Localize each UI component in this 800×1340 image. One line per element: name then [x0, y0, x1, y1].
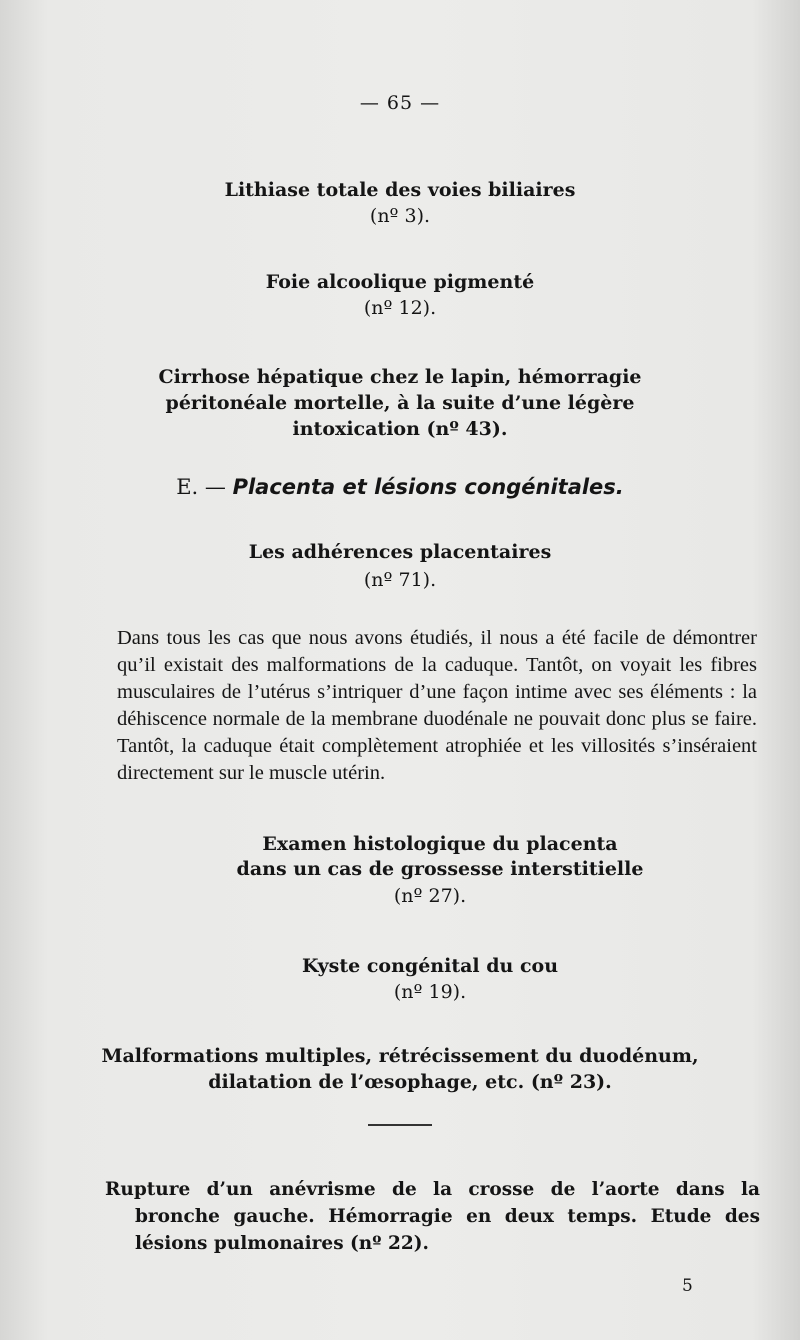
entry-ref-kyste: (nº 19).: [393, 981, 467, 1003]
entry-title-malformations-l1: Malformations multiples, rétrécissement du duodénum,: [101, 1045, 699, 1067]
section-title: Placenta et lésions congénitales.: [232, 475, 624, 499]
entry-rupture: Rupture d’un anévrisme de la crosse de l’aorte dans la bronche gauche. Hémorragie en deux temps. Etude des lésions pulmonaires (nº 22).: [105, 1179, 760, 1254]
entry-title-examen-l2: dans un cas de grossesse interstitielle: [236, 858, 644, 880]
entry-ref-lithiase: (nº 3).: [369, 205, 431, 227]
entry-ref-adherences: (nº 71).: [363, 569, 437, 591]
entry-title-cirrhose: Cirrhose hépatique chez le lapin, hémorragie péritonéale mortelle, à la suite d’une légère intoxication (nº 43).: [158, 366, 642, 440]
entry-title-malformations-l2: dilatation de l’œsophage, etc. (nº 23).: [208, 1071, 612, 1093]
entry-title-adherences: Les adhérences placentaires: [248, 541, 552, 563]
entry-title-kyste: Kyste congénital du cou: [301, 955, 559, 977]
signature-mark: 5: [682, 1276, 693, 1296]
section-heading: [0, 474, 800, 500]
entry-ref-foie: (nº 12).: [363, 297, 437, 319]
entry-title-examen-l1: Examen histologique du placenta: [262, 833, 618, 855]
page-number: — 65 —: [359, 92, 441, 114]
entry-title-lithiase: Lithiase totale des voies biliaires: [224, 179, 576, 201]
body-paragraph: Dans tous les cas que nous avons étudiés, il nous a été facile de démontrer qu’il existait des malformations de la caduque. Tantôt, on voyait les fibres musculaires de l’utérus s’intriquer d’une façon intime avec ses éléments : la déhiscence normale de la membrane duodénale ne pouvait donc plus se faire. Tantôt, la caduque était complètement atrophiée et les villosités s’inséraient directement sur le muscle utérin.: [117, 627, 757, 784]
entry-title-foie: Foie alcoolique pigmenté: [265, 271, 535, 293]
section-letter: E. —: [176, 475, 233, 499]
entry-ref-examen: (nº 27).: [393, 885, 467, 907]
section-divider: [368, 1124, 432, 1126]
